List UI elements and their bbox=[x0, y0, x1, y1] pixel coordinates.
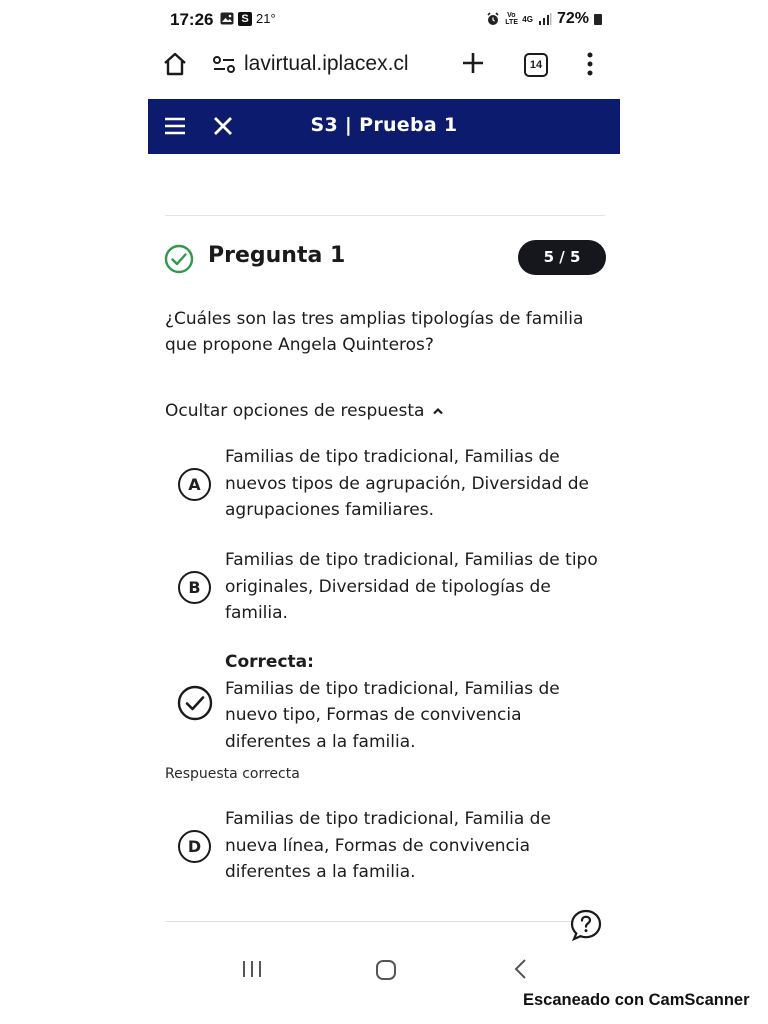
bottom-divider bbox=[165, 921, 575, 922]
answer-option-a[interactable] bbox=[176, 444, 606, 524]
answer-option-correct[interactable] bbox=[176, 649, 606, 757]
status-bar bbox=[148, 0, 620, 40]
phone-screen bbox=[148, 0, 620, 992]
option-letter: A bbox=[178, 468, 211, 501]
new-tab-icon[interactable] bbox=[460, 50, 486, 76]
option-text: Familias de tipo tradicional, Familia de nueva línea, Formas de convivencia diferentes a la familia. bbox=[225, 809, 551, 882]
question-text: ¿Cuáles son las tres amplias tipologías de familia que propone Angela Quinteros? bbox=[165, 309, 584, 355]
help-icon[interactable] bbox=[569, 908, 603, 942]
option-letter: B bbox=[178, 571, 211, 604]
correct-answer-note: Respuesta correcta bbox=[165, 766, 300, 782]
correct-option-text: Familias de tipo tradicional, Familias de nuevo tipo, Formas de convivencia diferentes a la familia. bbox=[225, 678, 560, 752]
recent-apps-icon[interactable] bbox=[241, 959, 263, 979]
site-settings-icon[interactable] bbox=[212, 54, 236, 76]
correct-label: Correcta: bbox=[225, 652, 314, 672]
tab-switcher-button[interactable]: 14 bbox=[524, 53, 548, 77]
answer-option-b[interactable] bbox=[176, 547, 606, 627]
alarm-icon bbox=[486, 12, 500, 26]
home-nav-icon[interactable] bbox=[375, 959, 397, 981]
hide-answer-options-toggle[interactable] bbox=[165, 401, 444, 421]
status-notification-icons bbox=[220, 11, 276, 26]
status-temperature: 21° bbox=[256, 11, 276, 26]
answer-option-d[interactable] bbox=[176, 806, 606, 886]
status-time: 17:26 bbox=[170, 10, 214, 29]
option-text: Familias de tipo tradicional, Familias de nuevos tipos de agrupación, Diversidad de agrupaciones familiares. bbox=[225, 447, 590, 520]
volte-label: Vo LTE bbox=[505, 12, 518, 26]
image-notification-icon bbox=[220, 12, 234, 25]
option-letter: D bbox=[178, 830, 211, 863]
option-text bbox=[225, 649, 600, 755]
score-badge: 5 / 5 bbox=[518, 240, 606, 275]
page-title: S3 | Prueba 1 bbox=[310, 114, 458, 136]
signal-icon bbox=[538, 13, 552, 25]
option-text: Familias de tipo tradicional, Familias de tipo originales, Diversidad de tipologías de familia. bbox=[225, 550, 598, 623]
system-navigation-bar bbox=[148, 950, 620, 990]
toggle-label: Ocultar opciones de respuesta bbox=[165, 401, 425, 421]
question-title: Pregunta 1 bbox=[208, 243, 346, 268]
top-divider bbox=[165, 215, 605, 216]
address-bar-url[interactable]: lavirtual.iplacex.cl bbox=[244, 52, 409, 75]
check-circle-icon bbox=[177, 685, 213, 721]
back-icon[interactable] bbox=[513, 958, 529, 980]
more-options-icon[interactable] bbox=[586, 52, 594, 76]
app-header bbox=[148, 99, 620, 154]
status-system-icons bbox=[486, 10, 602, 28]
browser-toolbar bbox=[148, 42, 620, 88]
check-circle-icon bbox=[164, 244, 194, 274]
app-notification-icon: S bbox=[238, 12, 252, 26]
network-label: 4G bbox=[522, 14, 533, 24]
battery-percent: 72% bbox=[556, 10, 589, 27]
home-icon[interactable] bbox=[162, 51, 188, 77]
camscanner-watermark: Escaneado con CamScanner bbox=[523, 991, 750, 1009]
chevron-up-icon bbox=[432, 407, 444, 415]
battery-icon bbox=[594, 14, 602, 25]
